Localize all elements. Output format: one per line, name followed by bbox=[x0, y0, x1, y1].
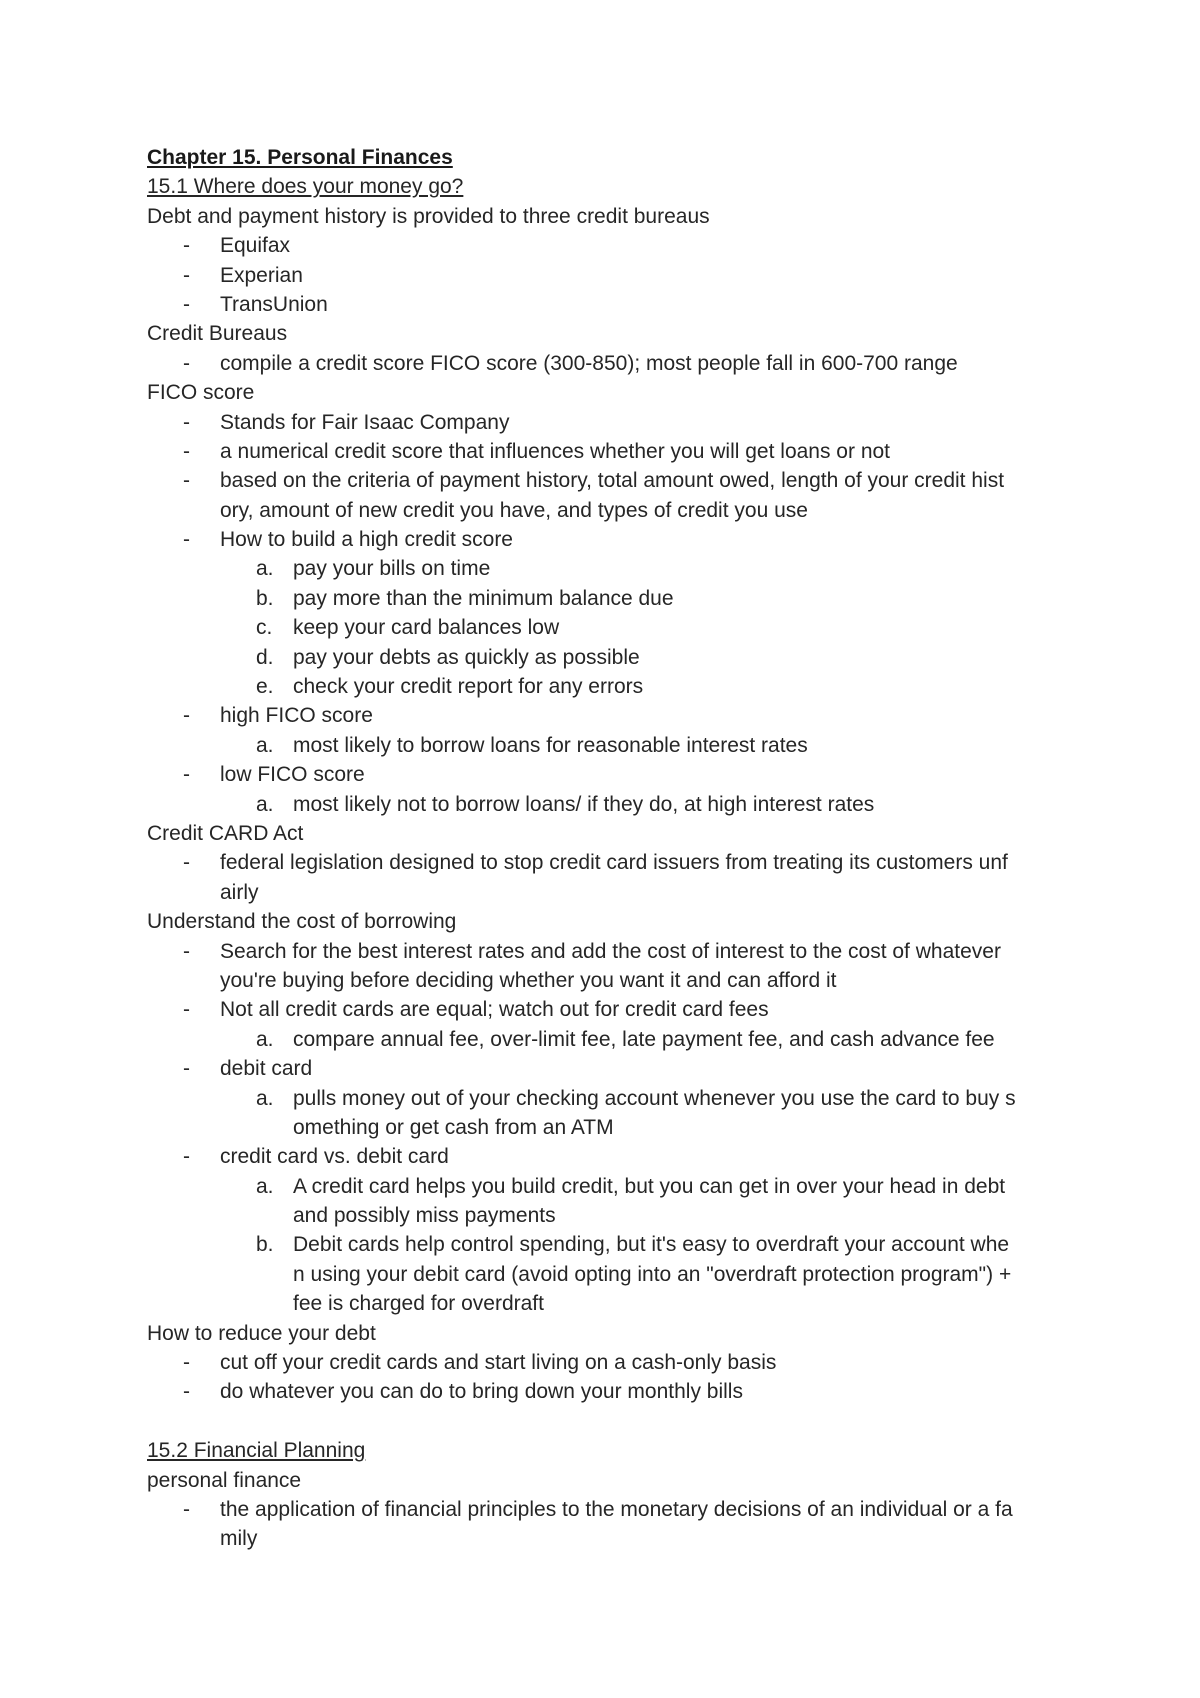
bullet-item bbox=[147, 1377, 1087, 1406]
sub-list-item bbox=[147, 731, 1087, 760]
bullet-marker: - bbox=[183, 528, 190, 552]
section-heading: 15.1 Where does your money go? bbox=[147, 175, 464, 199]
bullet-item bbox=[147, 261, 1087, 290]
blank-line bbox=[147, 1407, 1087, 1436]
bullet-item bbox=[147, 290, 1087, 319]
bullet-marker: - bbox=[183, 1380, 190, 1404]
item-text: you're buying before deciding whether you want it and can afford it bbox=[220, 968, 837, 992]
bullet-item bbox=[147, 525, 1087, 554]
item-text: pay more than the minimum balance due bbox=[293, 586, 674, 610]
item-text: most likely to borrow loans for reasonable interest rates bbox=[293, 733, 808, 757]
bullet-marker: - bbox=[183, 851, 190, 875]
item-text: a numerical credit score that influences whether you will get loans or not bbox=[220, 439, 891, 463]
item-text: ory, amount of new credit you have, and types of credit you use bbox=[220, 498, 808, 522]
bullet-item bbox=[147, 966, 1087, 995]
bullet-item bbox=[147, 995, 1087, 1024]
bullet-marker: - bbox=[183, 469, 190, 493]
bullet-marker: - bbox=[183, 1351, 190, 1375]
item-text: based on the criteria of payment history, total amount owed, length of your credit hist bbox=[220, 469, 1005, 493]
bullet-marker: - bbox=[183, 1145, 190, 1169]
bullet-marker: - bbox=[183, 410, 190, 434]
bullet-item bbox=[147, 1142, 1087, 1171]
item-text: Stands for Fair Isaac Company bbox=[220, 410, 510, 434]
list-marker: a. bbox=[256, 792, 274, 816]
item-text: the application of financial principles to the monetary decisions of an individual or a fa bbox=[220, 1497, 1013, 1521]
bullet-item bbox=[147, 1524, 1087, 1553]
topic-line: How to reduce your debt bbox=[147, 1321, 376, 1345]
item-text: TransUnion bbox=[220, 292, 328, 316]
list-marker: b. bbox=[256, 1233, 274, 1257]
item-text: Search for the best interest rates and add the cost of interest to the cost of whatever bbox=[220, 939, 1001, 963]
item-text: pay your debts as quickly as possible bbox=[293, 645, 640, 669]
bullet-marker: - bbox=[183, 351, 190, 375]
bullet-marker: - bbox=[183, 763, 190, 787]
bullet-marker: - bbox=[183, 998, 190, 1022]
bullet-item bbox=[147, 408, 1087, 437]
sub-list-item bbox=[147, 1084, 1087, 1113]
sub-list-item bbox=[147, 1289, 1087, 1318]
item-text: low FICO score bbox=[220, 763, 365, 787]
topic-line: personal finance bbox=[147, 1468, 302, 1492]
topic-line: Understand the cost of borrowing bbox=[147, 910, 457, 934]
sub-list-item bbox=[147, 1260, 1087, 1289]
bullet-item bbox=[147, 760, 1087, 789]
bullet-item bbox=[147, 466, 1087, 495]
topic-line: Debt and payment history is provided to three credit bureaus bbox=[147, 204, 710, 228]
sub-list-item bbox=[147, 584, 1087, 613]
bullet-item bbox=[147, 937, 1087, 966]
item-text: do whatever you can do to bring down your monthly bills bbox=[220, 1380, 743, 1404]
bullet-item bbox=[147, 437, 1087, 466]
bullet-item bbox=[147, 1348, 1087, 1377]
list-marker: d. bbox=[256, 645, 274, 669]
item-text: compile a credit score FICO score (300-850); most people fall in 600-700 range bbox=[220, 351, 958, 375]
item-text: How to build a high credit score bbox=[220, 528, 513, 552]
sub-list-item bbox=[147, 554, 1087, 583]
item-text: A credit card helps you build credit, but you can get in over your head in debt bbox=[293, 1174, 1006, 1198]
list-marker: a. bbox=[256, 733, 274, 757]
item-text: credit card vs. debit card bbox=[220, 1145, 449, 1169]
sub-list-item bbox=[147, 1230, 1087, 1259]
topic-line: Credit Bureaus bbox=[147, 322, 288, 346]
bullet-marker: - bbox=[183, 263, 190, 287]
item-text: n using your debit card (avoid opting into an "overdraft protection program") + bbox=[293, 1262, 1012, 1286]
bullet-item bbox=[147, 1054, 1087, 1083]
bullet-marker: - bbox=[183, 292, 190, 316]
sub-list-item bbox=[147, 1113, 1087, 1142]
item-text: most likely not to borrow loans/ if they do, at high interest rates bbox=[293, 792, 875, 816]
sub-list-item bbox=[147, 1201, 1087, 1230]
item-text: fee is charged for overdraft bbox=[293, 1292, 544, 1316]
item-text: compare annual fee, over-limit fee, late payment fee, and cash advance fee bbox=[293, 1027, 995, 1051]
item-text: pay your bills on time bbox=[293, 557, 491, 581]
bullet-item bbox=[147, 878, 1087, 907]
bullet-item bbox=[147, 231, 1087, 260]
item-text: mily bbox=[220, 1527, 258, 1551]
section-heading: 15.2 Financial Planning bbox=[147, 1439, 366, 1463]
list-marker: a. bbox=[256, 557, 274, 581]
sub-list-item bbox=[147, 1025, 1087, 1054]
item-text: cut off your credit cards and start living on a cash-only basis bbox=[220, 1351, 777, 1375]
list-marker: a. bbox=[256, 1174, 274, 1198]
item-text: Equifax bbox=[220, 234, 291, 258]
item-text: Not all credit cards are equal; watch out for credit card fees bbox=[220, 998, 769, 1022]
list-marker: b. bbox=[256, 586, 274, 610]
item-text: pulls money out of your checking account whenever you use the card to buy s bbox=[293, 1086, 1016, 1110]
bullet-marker: - bbox=[183, 234, 190, 258]
bullet-item bbox=[147, 1495, 1087, 1524]
bullet-item bbox=[147, 701, 1087, 730]
item-text: keep your card balances low bbox=[293, 616, 560, 640]
document-body bbox=[147, 172, 1087, 1553]
document-page bbox=[147, 143, 1087, 1554]
list-marker: a. bbox=[256, 1086, 274, 1110]
bullet-marker: - bbox=[183, 1497, 190, 1521]
bullet-item bbox=[147, 349, 1087, 378]
item-text: airly bbox=[220, 880, 259, 904]
sub-list-item bbox=[147, 643, 1087, 672]
list-marker: a. bbox=[256, 1027, 274, 1051]
list-marker: e. bbox=[256, 675, 274, 699]
topic-line: Credit CARD Act bbox=[147, 821, 304, 845]
item-text: check your credit report for any errors bbox=[293, 675, 644, 699]
topic-line: FICO score bbox=[147, 381, 255, 405]
item-text: Experian bbox=[220, 263, 303, 287]
bullet-marker: - bbox=[183, 439, 190, 463]
bullet-marker: - bbox=[183, 1057, 190, 1081]
bullet-item bbox=[147, 496, 1087, 525]
bullet-item bbox=[147, 848, 1087, 877]
sub-list-item bbox=[147, 672, 1087, 701]
bullet-marker: - bbox=[183, 704, 190, 728]
bullet-marker: - bbox=[183, 939, 190, 963]
sub-list-item bbox=[147, 1172, 1087, 1201]
list-marker: c. bbox=[256, 616, 273, 640]
page-title: Chapter 15. Personal Finances bbox=[147, 146, 453, 169]
sub-list-item bbox=[147, 613, 1087, 642]
item-text: federal legislation designed to stop credit card issuers from treating its customers unf bbox=[220, 851, 1008, 875]
item-text: omething or get cash from an ATM bbox=[293, 1115, 614, 1139]
item-text: debit card bbox=[220, 1057, 313, 1081]
item-text: Debit cards help control spending, but it's easy to overdraft your account whe bbox=[293, 1233, 1010, 1257]
item-text: and possibly miss payments bbox=[293, 1204, 556, 1228]
item-text: high FICO score bbox=[220, 704, 373, 728]
sub-list-item bbox=[147, 790, 1087, 819]
